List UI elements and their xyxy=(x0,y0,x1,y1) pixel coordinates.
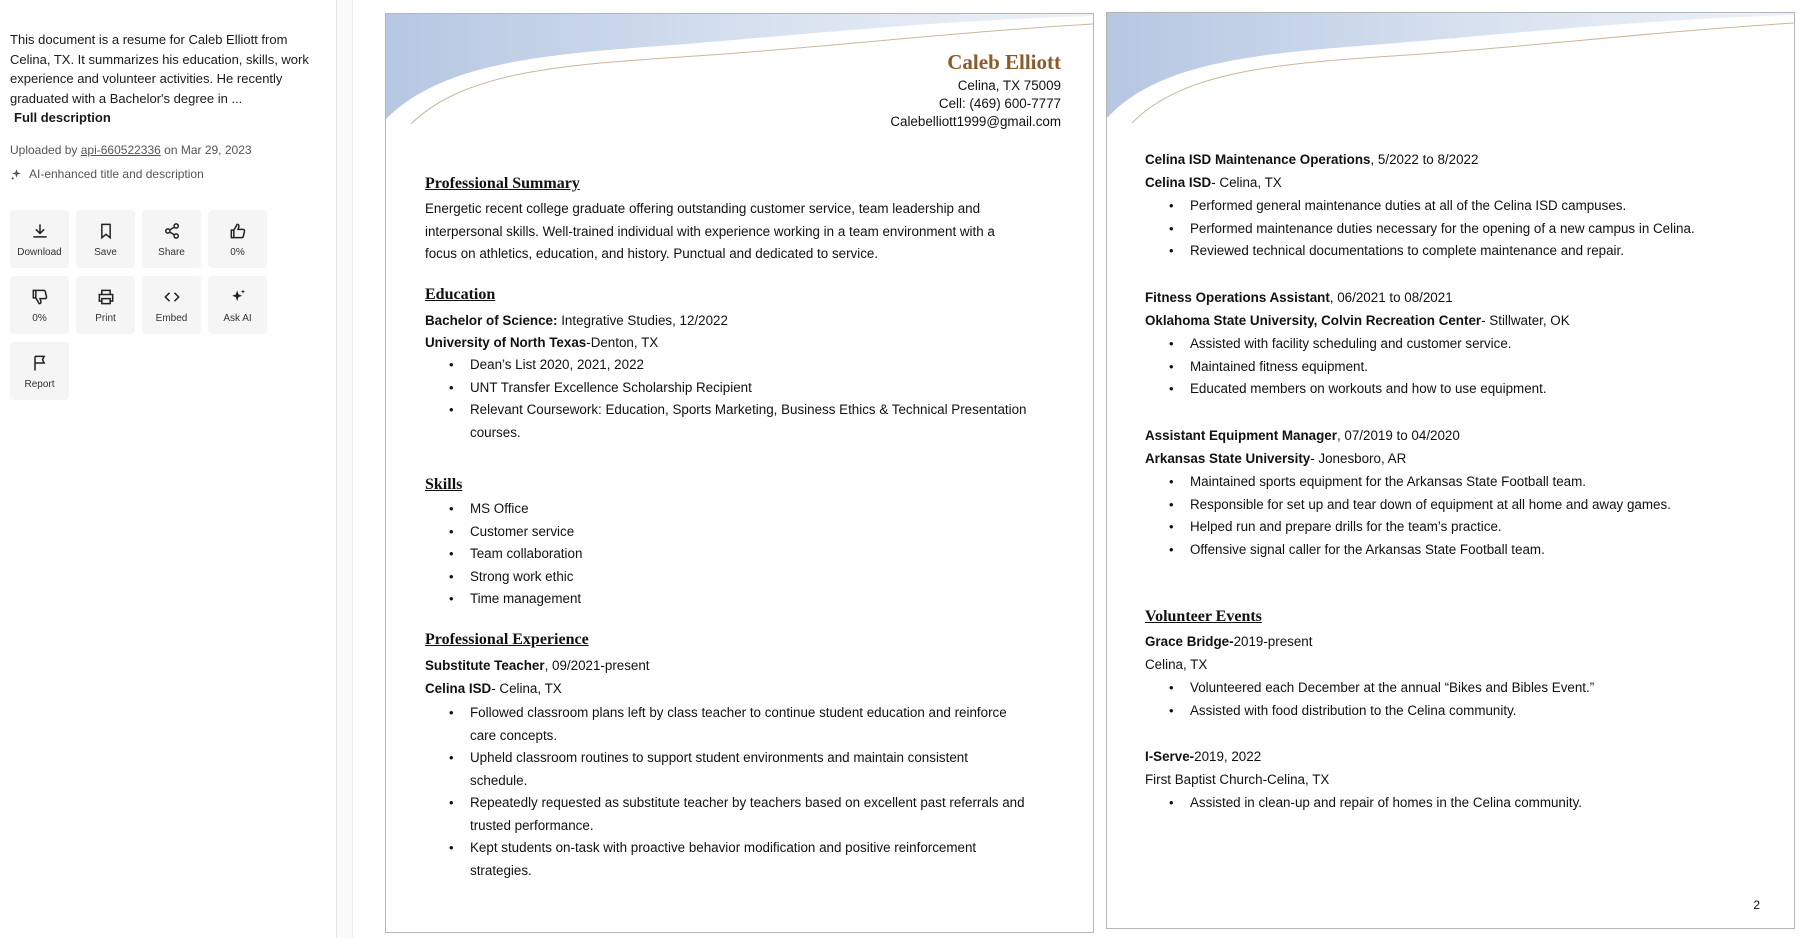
education-heading: Education xyxy=(425,286,496,303)
university-name: University of North Texas xyxy=(425,335,587,350)
sparkle-icon xyxy=(228,287,248,307)
page-number: 2 xyxy=(1753,898,1760,912)
job-location: - Stillwater, OK xyxy=(1481,313,1570,328)
job-dates: , 07/2019 to 04/2020 xyxy=(1336,428,1460,443)
skill-item: • Time management xyxy=(425,588,582,611)
ai-note-text: AI-enhanced title and description xyxy=(29,167,204,181)
list-item-continuation: courses. xyxy=(470,424,521,440)
ask-ai-label: Ask AI xyxy=(223,312,252,324)
list-item: • Assisted with food distribution to the Celina community. xyxy=(1145,700,1594,723)
job2-employer-line xyxy=(1145,310,1570,333)
share-icon xyxy=(162,221,182,241)
download-icon xyxy=(30,221,50,241)
volunteer-org: Grace Bridge- xyxy=(1145,634,1234,649)
list-item: • Educated members on workouts and how to use equipment. xyxy=(1145,378,1547,401)
job-employer: Oklahoma State University, Colvin Recreation Center xyxy=(1145,313,1482,328)
full-description-link[interactable]: Full description xyxy=(14,110,111,125)
document-info-sidebar xyxy=(0,0,337,938)
volunteer2-line xyxy=(1145,746,1261,769)
job-title: Fitness Operations Assistant xyxy=(1145,290,1330,305)
like-button[interactable] xyxy=(208,210,267,268)
thumbs-down-icon xyxy=(30,287,50,307)
flag-icon xyxy=(30,353,50,373)
list-item: • Responsible for set up and tear down of equipment at all home and away games. xyxy=(1145,494,1671,517)
ask-ai-button[interactable] xyxy=(208,276,267,334)
summary-line: focus on athletics, education, and history. Punctual and dedicated to service. xyxy=(425,246,879,261)
list-item-continuation: strategies. xyxy=(470,862,532,878)
volunteer2-list xyxy=(1145,792,1582,815)
list-item: • Performed maintenance duties necessary for the opening of a new campus in Celina. xyxy=(1145,218,1695,241)
volunteer1-list xyxy=(1145,677,1594,722)
volunteer2-location: First Baptist Church-Celina, TX xyxy=(1145,772,1330,787)
job2-title-line xyxy=(1145,287,1453,310)
list-item-continuation: trusted performance. xyxy=(470,817,594,833)
list-item: • Followed classroom plans left by class teacher to continue student education and reinforce xyxy=(425,702,1065,725)
uploaded-prefix: Uploaded by xyxy=(10,143,78,157)
uploaded-date: on Mar 29, 2023 xyxy=(164,143,252,157)
skill-item: • Strong work ethic xyxy=(425,566,582,589)
embed-label: Embed xyxy=(155,312,188,324)
page-header-wave xyxy=(1107,13,1794,123)
list-item: • Dean’s List 2020, 2021, 2022 xyxy=(425,354,1065,377)
contact-email: Calebelliott1999@gmail.com xyxy=(890,114,1061,129)
list-item: • Assisted with facility scheduling and customer service. xyxy=(1145,333,1547,356)
contact-address: Celina, TX 75009 xyxy=(957,78,1061,93)
upload-info xyxy=(10,143,252,157)
bookmark-icon xyxy=(96,221,116,241)
thumbs-up-icon xyxy=(228,221,248,241)
volunteer-heading: Volunteer Events xyxy=(1145,608,1262,625)
embed-button[interactable] xyxy=(142,276,201,334)
job-title-line xyxy=(425,655,650,678)
job-title: Substitute Teacher xyxy=(425,658,545,673)
job3-duties-list xyxy=(1145,471,1671,561)
ai-enhanced-note xyxy=(10,167,204,181)
dislike-button[interactable] xyxy=(10,276,69,334)
print-button[interactable] xyxy=(76,276,135,334)
list-item: • Maintained fitness equipment. xyxy=(1145,356,1547,379)
list-item: • Volunteered each December at the annual “Bikes and Bibles Event.” xyxy=(1145,677,1594,700)
list-item: • Offensive signal caller for the Arkansas State Football team. xyxy=(1145,539,1671,562)
university-location: -Denton, TX xyxy=(586,335,659,350)
embed-icon xyxy=(162,287,182,307)
share-button[interactable] xyxy=(142,210,201,268)
job-dates: , 09/2021-present xyxy=(544,658,650,673)
job-employer-line xyxy=(425,678,562,701)
document-description: This document is a resume for Caleb Elliott from Celina, TX. It summarizes his education, skills, work experience and volunteer activities. He recently graduated with a Bachelor's degree in ... xyxy=(10,32,309,106)
volunteer1-line xyxy=(1145,631,1312,654)
list-item: • Helped run and prepare drills for the team’s practice. xyxy=(1145,516,1671,539)
job-title: Assistant Equipment Manager xyxy=(1145,428,1337,443)
job-duties-list xyxy=(425,702,1065,882)
list-item-continuation: schedule. xyxy=(470,772,528,788)
job1-employer-line xyxy=(1145,172,1282,195)
job3-employer-line xyxy=(1145,448,1406,471)
degree-label: Bachelor of Science: xyxy=(425,313,558,328)
document-page-1 xyxy=(385,13,1094,933)
viewer-gutter xyxy=(337,0,353,938)
skill-item: • Customer service xyxy=(425,521,582,544)
job-dates: , 5/2022 to 8/2022 xyxy=(1370,152,1479,167)
candidate-name: Caleb Elliott xyxy=(947,50,1061,74)
save-label: Save xyxy=(94,246,117,258)
document-page-2 xyxy=(1106,12,1795,929)
skills-list xyxy=(425,498,582,611)
summary-heading: Professional Summary xyxy=(425,175,580,192)
volunteer1-location: Celina, TX xyxy=(1145,657,1208,672)
volunteer-dates: 2019-present xyxy=(1233,634,1313,649)
education-list xyxy=(425,354,1065,444)
job-employer: Celina ISD xyxy=(1145,175,1212,190)
job-location: - Celina, TX xyxy=(491,681,562,696)
save-button[interactable] xyxy=(76,210,135,268)
list-item: • Kept students on-task with proactive behavior modification and positive reinforcement xyxy=(425,837,1065,860)
university-line xyxy=(425,332,658,355)
list-item: • Reviewed technical documentations to complete maintenance and repair. xyxy=(1145,240,1695,263)
list-item: • UNT Transfer Excellence Scholarship Recipient xyxy=(425,377,1065,400)
like-percent: 0% xyxy=(230,246,245,258)
experience-heading: Professional Experience xyxy=(425,631,589,648)
sparkle-icon xyxy=(10,168,23,181)
list-item: • Relevant Coursework: Education, Sports Marketing, Business Ethics & Technical Presentation xyxy=(425,399,1065,422)
job1-title-line xyxy=(1145,149,1478,172)
degree-line xyxy=(425,310,728,333)
report-label: Report xyxy=(24,378,55,390)
job-dates: , 06/2021 to 08/2021 xyxy=(1329,290,1453,305)
list-item: • Upheld classroom routines to support student environments and maintain consistent xyxy=(425,747,1065,770)
job2-duties-list xyxy=(1145,333,1547,401)
job-employer: Celina ISD xyxy=(425,681,492,696)
list-item: • Assisted in clean-up and repair of homes in the Celina community. xyxy=(1145,792,1582,815)
volunteer-org: I-Serve- xyxy=(1145,749,1195,764)
list-item: • Repeatedly requested as substitute teacher by teachers based on excellent past referrals and xyxy=(425,792,1065,815)
print-icon xyxy=(96,287,116,307)
skill-item: • MS Office xyxy=(425,498,582,521)
job-title: Celina ISD Maintenance Operations xyxy=(1145,152,1371,167)
download-label: Download xyxy=(17,246,62,258)
list-item: • Performed general maintenance duties at all of the Celina ISD campuses. xyxy=(1145,195,1695,218)
volunteer-dates: 2019, 2022 xyxy=(1194,749,1262,764)
job-employer: Arkansas State University xyxy=(1145,451,1311,466)
summary-text xyxy=(425,198,995,266)
job3-title-line xyxy=(1145,425,1460,448)
job-location: - Jonesboro, AR xyxy=(1310,451,1407,466)
summary-line: Energetic recent college graduate offering outstanding customer service, team leadership and xyxy=(425,201,981,216)
print-label: Print xyxy=(95,312,116,324)
list-item-continuation: care concepts. xyxy=(470,727,558,743)
job-location: - Celina, TX xyxy=(1211,175,1282,190)
list-item: • Maintained sports equipment for the Arkansas State Football team. xyxy=(1145,471,1671,494)
contact-cell: Cell: (469) 600-7777 xyxy=(938,96,1061,111)
uploader-link[interactable]: api-660522336 xyxy=(80,143,161,157)
dislike-percent: 0% xyxy=(32,312,47,324)
skill-item: • Team collaboration xyxy=(425,543,582,566)
job1-duties-list xyxy=(1145,195,1695,263)
summary-line: interpersonal skills. Well-trained individual with experience working in a team environment with a xyxy=(425,223,995,239)
share-label: Share xyxy=(158,246,185,258)
report-button[interactable] xyxy=(10,342,69,400)
degree-value: Integrative Studies, 12/2022 xyxy=(557,313,728,328)
download-button[interactable] xyxy=(10,210,69,268)
skills-heading: Skills xyxy=(425,476,463,493)
